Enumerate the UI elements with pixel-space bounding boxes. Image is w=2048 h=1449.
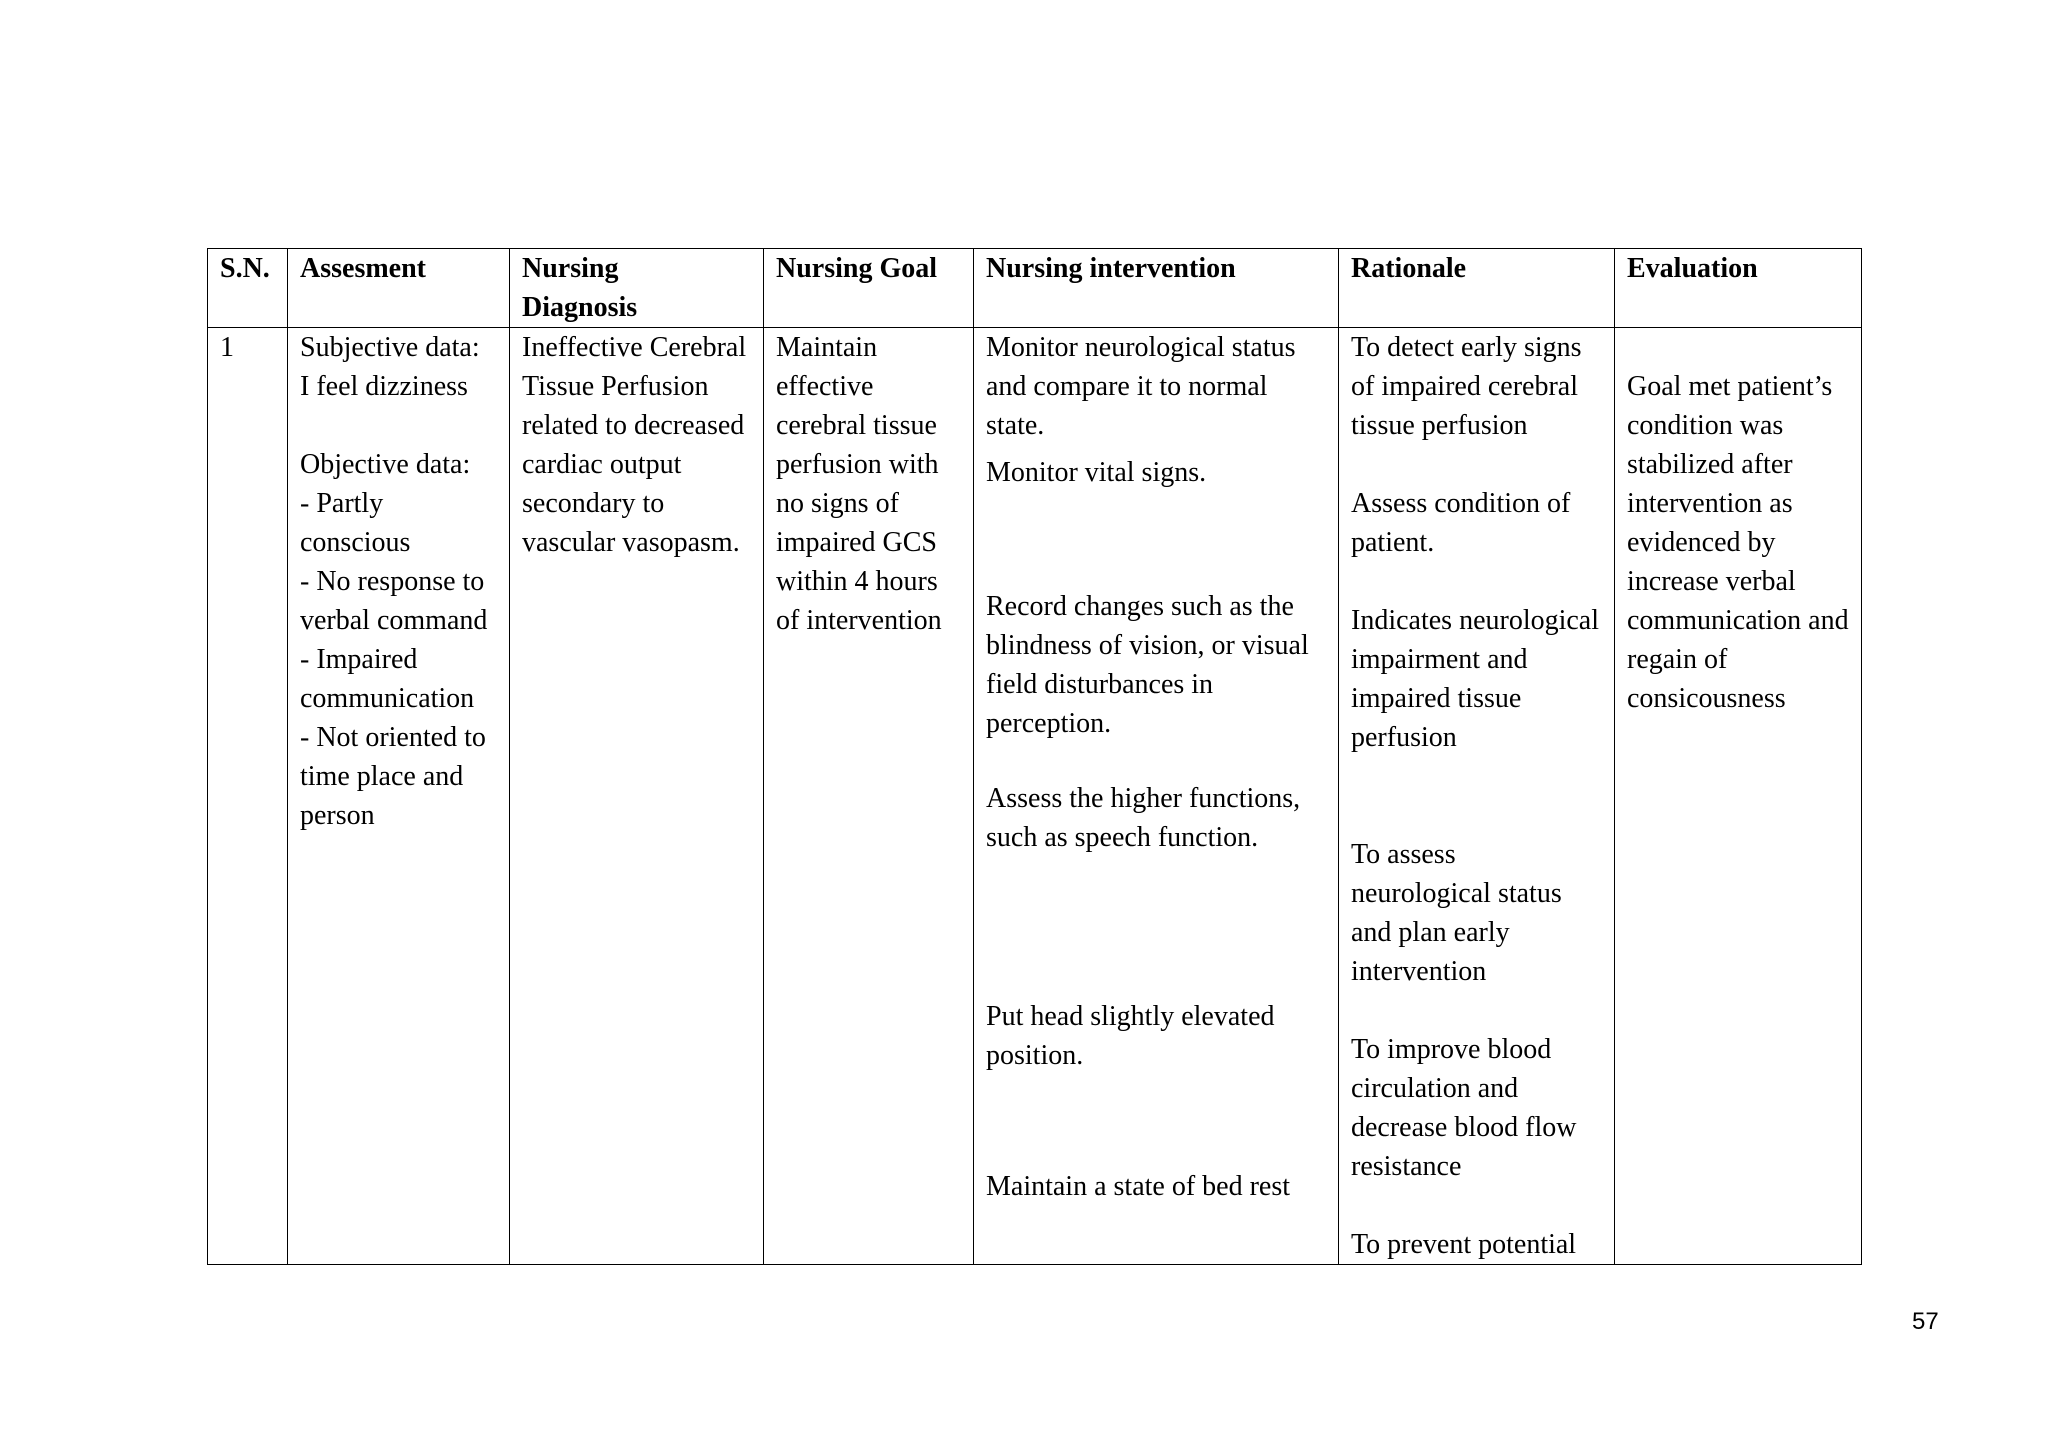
header-nursing-goal: Nursing Goal (764, 249, 974, 328)
header-nursing-diagnosis: Nursing Diagnosis (510, 249, 764, 328)
serial-number: 1 (220, 332, 234, 363)
diagnosis-text: Ineffective Cerebral Tissue Perfusion related to decreased cardiac output secondary to vascular vasopasm. (522, 332, 747, 558)
table-row (208, 328, 1862, 1265)
cell-nursing-diagnosis (510, 328, 764, 1265)
cell-rationale (1339, 328, 1615, 1265)
rationale-item: To improve blood circulation and decrease blood flow resistance (1351, 1034, 1577, 1182)
cell-nursing-intervention (974, 328, 1339, 1265)
objective-label: Objective data: (300, 449, 471, 480)
cell-evaluation (1615, 328, 1862, 1265)
objective-item: - Partly conscious (300, 488, 411, 558)
goal-text: Maintain effective cerebral tissue perfusion with no signs of impaired GCS within 4 hours of intervention (776, 332, 942, 636)
subjective-label: Subjective data: (300, 332, 480, 363)
header-nursing-intervention: Nursing intervention (974, 249, 1339, 328)
rationale-item: Assess condition of patient. (1351, 488, 1571, 558)
cell-nursing-goal (764, 328, 974, 1265)
intervention-item: Record changes such as the blindness of vision, or visual field disturbances in perception. (986, 591, 1309, 739)
header-assessment: Assesment (288, 249, 510, 328)
rationale-item: To detect early signs of impaired cerebral tissue perfusion (1351, 332, 1582, 441)
intervention-item: Monitor vital signs. (986, 457, 1207, 488)
cell-assessment (288, 328, 510, 1265)
header-sn: S.N. (208, 249, 288, 328)
rationale-item: To prevent potential (1351, 1229, 1577, 1260)
header-rationale: Rationale (1339, 249, 1615, 328)
rationale-item: Indicates neurological impairment and impaired tissue perfusion (1351, 605, 1600, 753)
nursing-care-plan-table (207, 248, 1862, 1265)
intervention-item: Maintain a state of bed rest (986, 1171, 1291, 1202)
intervention-item: Monitor neurological status and compare it to normal state. (986, 332, 1296, 441)
evaluation-text: Goal met patient’s condition was stabilized after intervention as evidenced by increase verbal communication and regain of consicousness (1627, 371, 1849, 714)
page-number: 57 (1912, 1308, 1939, 1335)
header-evaluation: Evaluation (1615, 249, 1862, 328)
objective-item: - Impaired communication (300, 644, 475, 714)
header-row (208, 249, 1862, 328)
objective-item: - No response to verbal command (300, 566, 488, 636)
intervention-item: Assess the higher functions, such as speech function. (986, 783, 1301, 853)
subjective-text: I feel dizziness (300, 371, 468, 402)
intervention-item: Put head slightly elevated position. (986, 1001, 1275, 1071)
objective-item: - Not oriented to time place and person (300, 722, 486, 831)
cell-sn (208, 328, 288, 1265)
rationale-item: To assess neurological status and plan early intervention (1351, 839, 1562, 987)
